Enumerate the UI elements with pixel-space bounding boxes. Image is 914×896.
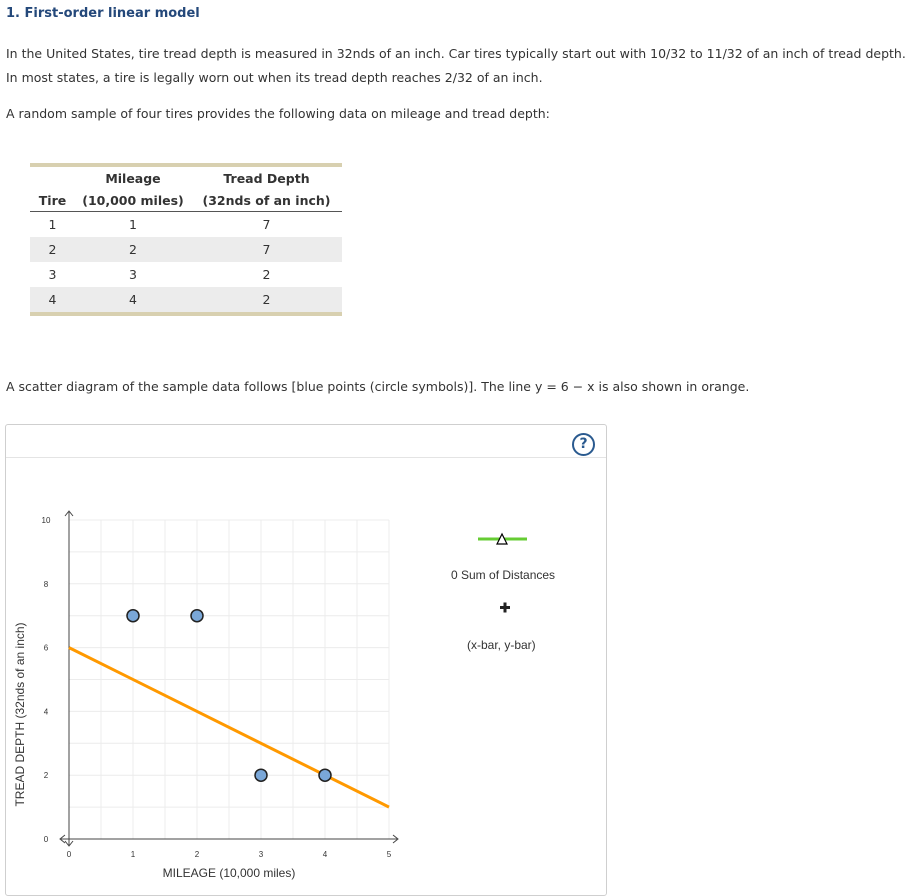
tire-cell: 2: [30, 237, 75, 262]
graph-panel: [5, 424, 607, 896]
y-tick-label: 10: [41, 516, 51, 525]
y-tick-label: 6: [43, 643, 49, 653]
tire-header: Tire: [30, 189, 75, 212]
depth-cell: 2: [191, 287, 342, 314]
data-point[interactable]: [255, 769, 267, 781]
depth-cell: 7: [191, 237, 342, 262]
intro-paragraph: In the United States, tire tread depth is measured in 32nds of an inch. Car tires typically start out with 10/32 to 11/32 of an inch of tread depth. In most states, a tire is legally worn out when its tread depth reaches 2/32 of an inch.: [6, 46, 906, 85]
y-tick-label: 4: [43, 707, 49, 717]
scatter-paragraph: A scatter diagram of the sample data follows [blue points (circle symbols)]. The line y = 6 − x is also shown in orange.: [6, 379, 750, 394]
data-point[interactable]: [127, 610, 139, 622]
tire-cell: 3: [48, 267, 57, 282]
x-tick-label: 5: [386, 850, 392, 859]
x-axis-label: MILEAGE (10,000 miles): [162, 866, 296, 880]
help-icon[interactable]: ?: [572, 433, 595, 456]
data-table: [30, 163, 342, 316]
table-row: [30, 237, 342, 262]
y-tick-label: 8: [43, 579, 49, 589]
sum-distances-label: 0 Sum of Distances: [451, 568, 556, 582]
tire-cell: 4: [30, 287, 75, 314]
mileage-cell: 3: [129, 267, 137, 282]
mileage-cell: 2: [75, 237, 191, 262]
tire-cell: 1: [48, 217, 57, 232]
y-axis-label: TREAD DEPTH (32nds of an inch): [13, 622, 27, 807]
y-tick-label: 2: [43, 771, 49, 781]
scatter-chart: [6, 425, 606, 885]
mean-point-label: (x-bar, y-bar): [467, 638, 536, 652]
depth-unit-header: (32nds of an inch): [191, 189, 342, 212]
mileage-cell: 4: [75, 287, 191, 314]
x-tick-label: 3: [258, 850, 264, 859]
x-tick-label: 0: [66, 850, 72, 859]
x-tick-label: 1: [130, 850, 136, 859]
mileage-unit-header: (10,000 miles): [75, 189, 191, 212]
depth-cell: 7: [262, 217, 271, 232]
x-tick-label: 2: [194, 850, 200, 859]
table-row: [30, 212, 342, 238]
sample-paragraph: A random sample of four tires provides the following data on mileage and tread depth:: [6, 106, 550, 121]
table-row: [30, 262, 342, 287]
mileage-cell: 1: [129, 217, 137, 232]
y-tick-label: 0: [43, 835, 49, 844]
x-tick-label: 4: [322, 850, 328, 859]
question-title: 1. First-order linear model: [6, 6, 200, 21]
data-point[interactable]: [191, 610, 203, 622]
depth-cell: 2: [262, 267, 271, 282]
table-row: [30, 287, 342, 314]
data-point[interactable]: [319, 769, 331, 781]
depth-header: Tread Depth: [223, 170, 310, 186]
plus-icon[interactable]: [500, 603, 510, 613]
mileage-header: Mileage: [105, 170, 161, 186]
